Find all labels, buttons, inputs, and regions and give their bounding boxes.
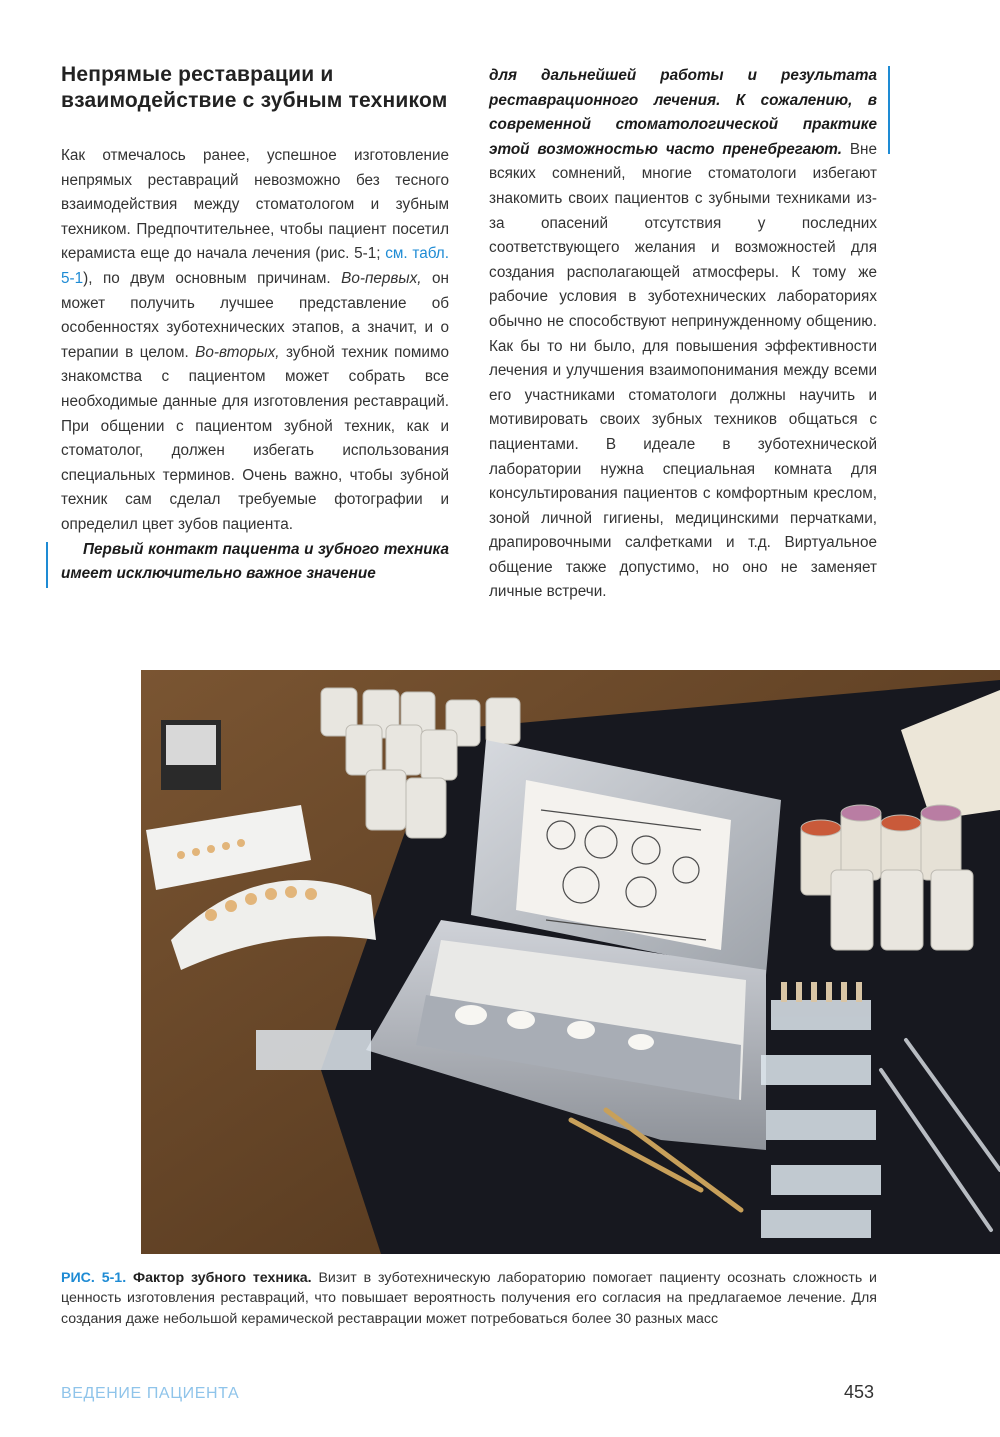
table-reference-link[interactable]: см. табл. 5-1: [61, 245, 449, 287]
intro-paragraph: [61, 144, 449, 538]
caption-text: Визит в зуботехническую лабораторию помогает пациенту осознать сложность и ценность изготовления реставраций, что повышает вероятность получения его согласия на предлагаемое лечение. Для создания даже небольшой керамической реставрации может потребоваться более 30 разных масс: [61, 1270, 877, 1327]
left-column: [61, 62, 449, 587]
paragraph-text: Как отмечалось ранее, успешное изготовление непрямых реставраций невозможно без тесного взаимодействия между стоматологом и зубным техником. Предпочтительнее, чтобы пациент посетил керамиста еще до начала лечения (рис. 5-1;: [61, 147, 449, 263]
figure-photo: [141, 670, 1000, 1254]
figure-label: РИС. 5-1.: [61, 1270, 127, 1286]
pull-quote-end: [489, 64, 877, 605]
paragraph-text: он может получить лучшее представление об особенностях зуботехнических этапов, а значит, и о терапии в целом.: [61, 269, 449, 361]
running-footer-section: ВЕДЕНИЕ ПАЦИЕНТА: [61, 1385, 240, 1402]
paragraph-text: ), по двум основным причинам.: [83, 269, 342, 287]
figure-title: Фактор зубного техника.: [132, 1270, 312, 1286]
figure-caption: [61, 1268, 877, 1329]
quote-accent-bar: [888, 66, 890, 154]
pull-quote-text: для дальнейшей работы и результата реставрационного лечения. К сожалению, в современной стоматологической практике этой возможностью часто пренебрегают.: [489, 67, 877, 158]
paragraph-text: зубной техник помимо знакомства с пациентом может собрать все необходимые данные для изготовления реставраций. При общении с пациентом зубной техник, как и стоматолог, должен избегать использования специальных терминов. Очень важно, чтобы зубной техник сам сделал требуемые фотографии и определил цвет зубов пациента.: [61, 343, 449, 533]
pull-quote-text: Первый контакт пациента и зубного техника имеет исключительно важное значение: [61, 540, 449, 583]
emphasis-second: Во-вторых,: [195, 343, 280, 361]
quote-paragraph: [61, 538, 449, 587]
dental-lab-illustration: [141, 670, 1000, 1254]
continued-paragraph: [489, 64, 877, 605]
emphasis-first: Во-первых,: [341, 269, 422, 287]
page-number: 453: [844, 1382, 875, 1402]
section-heading: Непрямые реставрации и взаимодействие с зубным техником: [61, 63, 448, 112]
paragraph-text: Вне всяких сомнений, многие стоматологи избегают знакомить своих пациентов с зубными техниками из-за опасений отсутствия у последних соответствующего желания и возможностей для создания располагающей атмосферы. К тому же рабочие условия в зуботехнических лабораториях обычно не способствуют непринужденному общению. Как бы то ни было, для повышения эффективности лечения и улучшения взаимопонимания между всеми его участниками стоматологи должны научить и мотивировать своих зубных техников общаться с пациентами. В идеале в зуботехнической лаборатории нужна специальная комната для консультирования пациентов с комфортным креслом, зоной личной гигиены, медицинскими перчатками, драпировочными салфетками и т.д. Виртуальное общение также допустимо, но оно не заменяет личные встречи.: [489, 140, 877, 601]
right-column: [489, 64, 877, 605]
quote-accent-bar: [46, 542, 48, 588]
pull-quote-start: [61, 538, 449, 587]
